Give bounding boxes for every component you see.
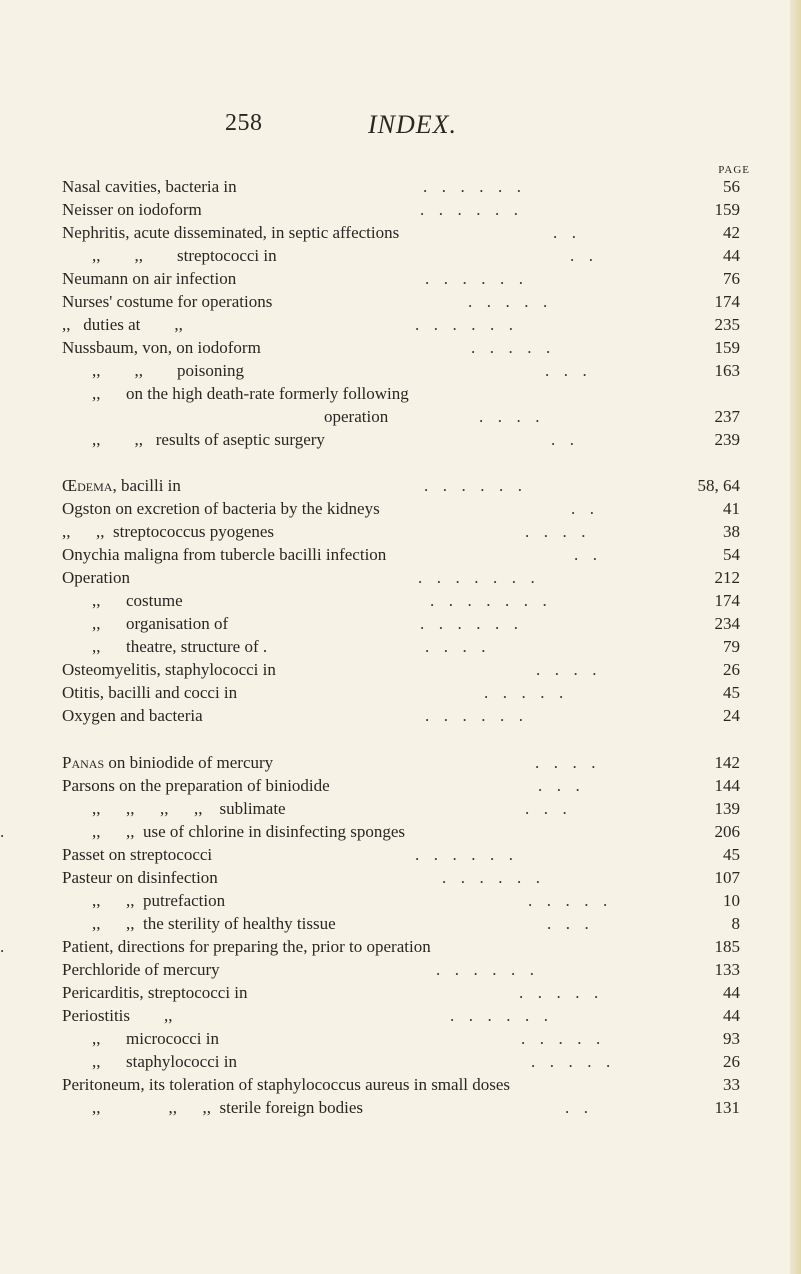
- leader-dots: . .: [570, 246, 595, 265]
- index-entry: [0, 682, 790, 704]
- entry-text: operation: [324, 407, 389, 426]
- leader-dots: . .: [571, 499, 596, 518]
- entry-text: Panas on biniodide of mercury: [62, 753, 274, 772]
- entry-page-number: 38: [723, 522, 740, 541]
- entry-page-number: 76: [723, 269, 740, 288]
- entry-text: ,, ,, the sterility of healthy tissue: [92, 914, 336, 933]
- leader-dots: . . . . . .: [420, 614, 520, 633]
- index-entry: [0, 544, 790, 566]
- entry-page-number: 42: [723, 223, 740, 242]
- leader-dots: . . . . . . .: [430, 591, 549, 610]
- leader-dots: . . . . . .: [415, 315, 515, 334]
- entry-text: Operation: [62, 568, 130, 587]
- leader-dots: . . . . . . .: [418, 568, 537, 587]
- index-entry: [0, 383, 790, 405]
- leader-dots: . . . . . .: [436, 960, 536, 979]
- entry-text: ,, ,, use of chlorine in disinfecting sponges: [92, 822, 406, 841]
- page-column-heading: PAGE: [718, 164, 750, 176]
- index-entry: [0, 821, 790, 843]
- leader-dots: . . . . .: [484, 683, 566, 702]
- leader-dots: . . . .: [525, 522, 588, 541]
- entry-text: Oxygen and bacteria: [62, 706, 203, 725]
- entry-page-number: 159: [714, 200, 740, 219]
- leader-dots: .: [0, 937, 7, 956]
- leader-dots: . . . . .: [531, 1052, 613, 1071]
- entry-page-number: 45: [723, 845, 740, 864]
- index-entry: [0, 752, 790, 774]
- entry-page-number: 33: [723, 1075, 740, 1094]
- index-entry: [0, 636, 790, 658]
- entry-page-number: 79: [723, 637, 740, 656]
- index-entry: [0, 475, 790, 497]
- entry-text: Nurses' costume for operations: [62, 292, 273, 311]
- index-entry: [0, 1028, 790, 1050]
- leader-dots: . . . .: [425, 637, 488, 656]
- entry-text: Peritoneum, its toleration of staphylococcus aureus in small doses: [62, 1075, 511, 1094]
- leader-dots: . . . .: [535, 753, 598, 772]
- index-entry: [0, 521, 790, 543]
- entry-page-number: 206: [714, 822, 740, 841]
- index-entry: [0, 498, 790, 520]
- entry-page-number: 163: [714, 361, 740, 380]
- entry-page-number: 45: [723, 683, 740, 702]
- entry-text: ,, theatre, structure of .: [92, 637, 268, 656]
- entry-text: ,, ,, poisoning: [92, 361, 245, 380]
- running-title: INDEX.: [368, 110, 458, 139]
- index-entry: [0, 406, 790, 428]
- leader-dots: . . .: [545, 361, 589, 380]
- leader-dots: . . . . .: [471, 338, 553, 357]
- entry-text: Œdema, bacilli in: [62, 476, 181, 495]
- index-entry: [0, 590, 790, 612]
- leader-dots: . . . . .: [519, 983, 601, 1002]
- entry-page-number: 10: [723, 891, 740, 910]
- leader-dots: . .: [551, 430, 576, 449]
- entry-text: Neumann on air infection: [62, 269, 237, 288]
- index-entry: [0, 867, 790, 889]
- entry-page-number: 133: [714, 960, 740, 979]
- leader-dots: . . . . . .: [442, 868, 542, 887]
- entry-text: ,, ,, ,, ,, sublimate: [92, 799, 286, 818]
- entry-page-number: 44: [723, 246, 740, 265]
- entry-text: ,, micrococci in: [92, 1029, 219, 1048]
- entry-page-number: 237: [714, 407, 740, 426]
- index-entry: [0, 613, 790, 635]
- entry-page-number: 58, 64: [697, 476, 740, 495]
- entry-text: Nasal cavities, bacteria in: [62, 177, 237, 196]
- entry-page-number: 93: [723, 1029, 740, 1048]
- page-number: 258: [225, 110, 263, 136]
- leader-dots: . . .: [538, 776, 582, 795]
- entry-text: Neisser on iodoform: [62, 200, 202, 219]
- entry-page-number: 26: [723, 1052, 740, 1071]
- entry-page-number: 139: [714, 799, 740, 818]
- entry-text: Perchloride of mercury: [62, 960, 220, 979]
- entry-text: Periostitis ,,: [62, 1006, 173, 1025]
- index-entry: [0, 659, 790, 681]
- index-entry: [0, 890, 790, 912]
- entry-text: Onychia maligna from tubercle bacilli infection: [62, 545, 387, 564]
- index-entry: [0, 314, 790, 336]
- entry-page-number: 235: [714, 315, 740, 334]
- index-entry: [0, 1097, 790, 1119]
- entry-page-number: 212: [714, 568, 740, 587]
- entry-text: Nephritis, acute disseminated, in septic affections: [62, 223, 400, 242]
- entry-page-number: 44: [723, 983, 740, 1002]
- leader-dots: . . . . .: [468, 292, 550, 311]
- index-entry: [0, 360, 790, 382]
- entry-page-number: 185: [714, 937, 740, 956]
- entry-text: Pericarditis, streptococci in: [62, 983, 248, 1002]
- entry-text: ,, on the high death-rate formerly following: [92, 384, 409, 403]
- index-entry: [0, 567, 790, 589]
- index-entry: [0, 798, 790, 820]
- leader-dots: . . .: [525, 799, 569, 818]
- entry-page-number: 56: [723, 177, 740, 196]
- leader-dots: . . . . . .: [420, 200, 520, 219]
- entry-page-number: 239: [714, 430, 740, 449]
- entry-page-number: 174: [714, 292, 740, 311]
- entry-text: ,, staphylococci in: [92, 1052, 237, 1071]
- entry-page-number: 131: [714, 1098, 740, 1117]
- entry-text: Nussbaum, von, on iodoform: [62, 338, 261, 357]
- index-entry: [0, 291, 790, 313]
- index-entry: [0, 775, 790, 797]
- entry-page-number: 159: [714, 338, 740, 357]
- entry-page-number: 44: [723, 1006, 740, 1025]
- entry-text: ,, ,, ,, sterile foreign bodies: [92, 1098, 364, 1117]
- index-entry: [0, 1051, 790, 1073]
- index-entry: [0, 222, 790, 244]
- leader-dots: .: [0, 822, 7, 841]
- index-entry: [0, 844, 790, 866]
- index-entry: [0, 199, 790, 221]
- entry-text: ,, ,, results of aseptic surgery: [92, 430, 325, 449]
- index-entry: [0, 959, 790, 981]
- entry-page-number: 234: [714, 614, 740, 633]
- entry-text: Patient, directions for preparing the, prior to operation: [62, 937, 431, 956]
- leader-dots: . . . . . .: [423, 177, 523, 196]
- index-entry: [0, 337, 790, 359]
- entry-text: ,, organisation of: [92, 614, 229, 633]
- entry-text: ,, ,, streptococci in: [92, 246, 277, 265]
- page-header: [0, 110, 790, 150]
- index-entry: [0, 429, 790, 451]
- entry-text: ,, ,, putrefaction: [92, 891, 226, 910]
- index-entry: [0, 268, 790, 290]
- entry-text: ,, costume: [92, 591, 183, 610]
- entry-page-number: 8: [731, 914, 740, 933]
- entry-text: Passet on streptococci: [62, 845, 213, 864]
- entry-page-number: 107: [714, 868, 740, 887]
- leader-dots: . . . . . .: [425, 706, 525, 725]
- entry-page-number: 142: [714, 753, 740, 772]
- index-entry: [0, 913, 790, 935]
- index-entry: [0, 1074, 790, 1096]
- leader-dots: . . . .: [479, 407, 542, 426]
- entry-page-number: 41: [723, 499, 740, 518]
- leader-dots: . . . .: [536, 660, 599, 679]
- entry-text: Pasteur on disinfection: [62, 868, 218, 887]
- index-entry: [0, 245, 790, 267]
- index-entry: [0, 982, 790, 1004]
- entry-page-number: 174: [714, 591, 740, 610]
- leader-dots: . . . . . .: [425, 269, 525, 288]
- entry-text: Ogston on excretion of bacteria by the kidneys: [62, 499, 380, 518]
- entry-text: Otitis, bacilli and cocci in: [62, 683, 238, 702]
- leader-dots: . .: [565, 1098, 590, 1117]
- index-entry: [0, 176, 790, 198]
- index-entry: [0, 705, 790, 727]
- leader-dots: . . . . . .: [450, 1006, 550, 1025]
- leader-dots: . .: [553, 223, 578, 242]
- leader-dots: . . .: [547, 914, 591, 933]
- entry-page-number: 54: [723, 545, 740, 564]
- entry-page-number: 144: [714, 776, 740, 795]
- leader-dots: . . . . . .: [424, 476, 524, 495]
- entry-page-number: 26: [723, 660, 740, 679]
- index-entry: [0, 936, 790, 958]
- entry-text: Parsons on the preparation of biniodide: [62, 776, 330, 795]
- index-entry: [0, 1005, 790, 1027]
- entry-text: ,, duties at ,,: [62, 315, 183, 334]
- entry-text: ,, ,, streptococcus pyogenes: [62, 522, 274, 541]
- entry-page-number: 24: [723, 706, 740, 725]
- leader-dots: . . . . . .: [415, 845, 515, 864]
- page-edge: [790, 0, 801, 1274]
- leader-dots: . .: [574, 545, 599, 564]
- leader-dots: . . . . .: [528, 891, 610, 910]
- leader-dots: . . . . .: [521, 1029, 603, 1048]
- entry-text: Osteomyelitis, staphylococci in: [62, 660, 276, 679]
